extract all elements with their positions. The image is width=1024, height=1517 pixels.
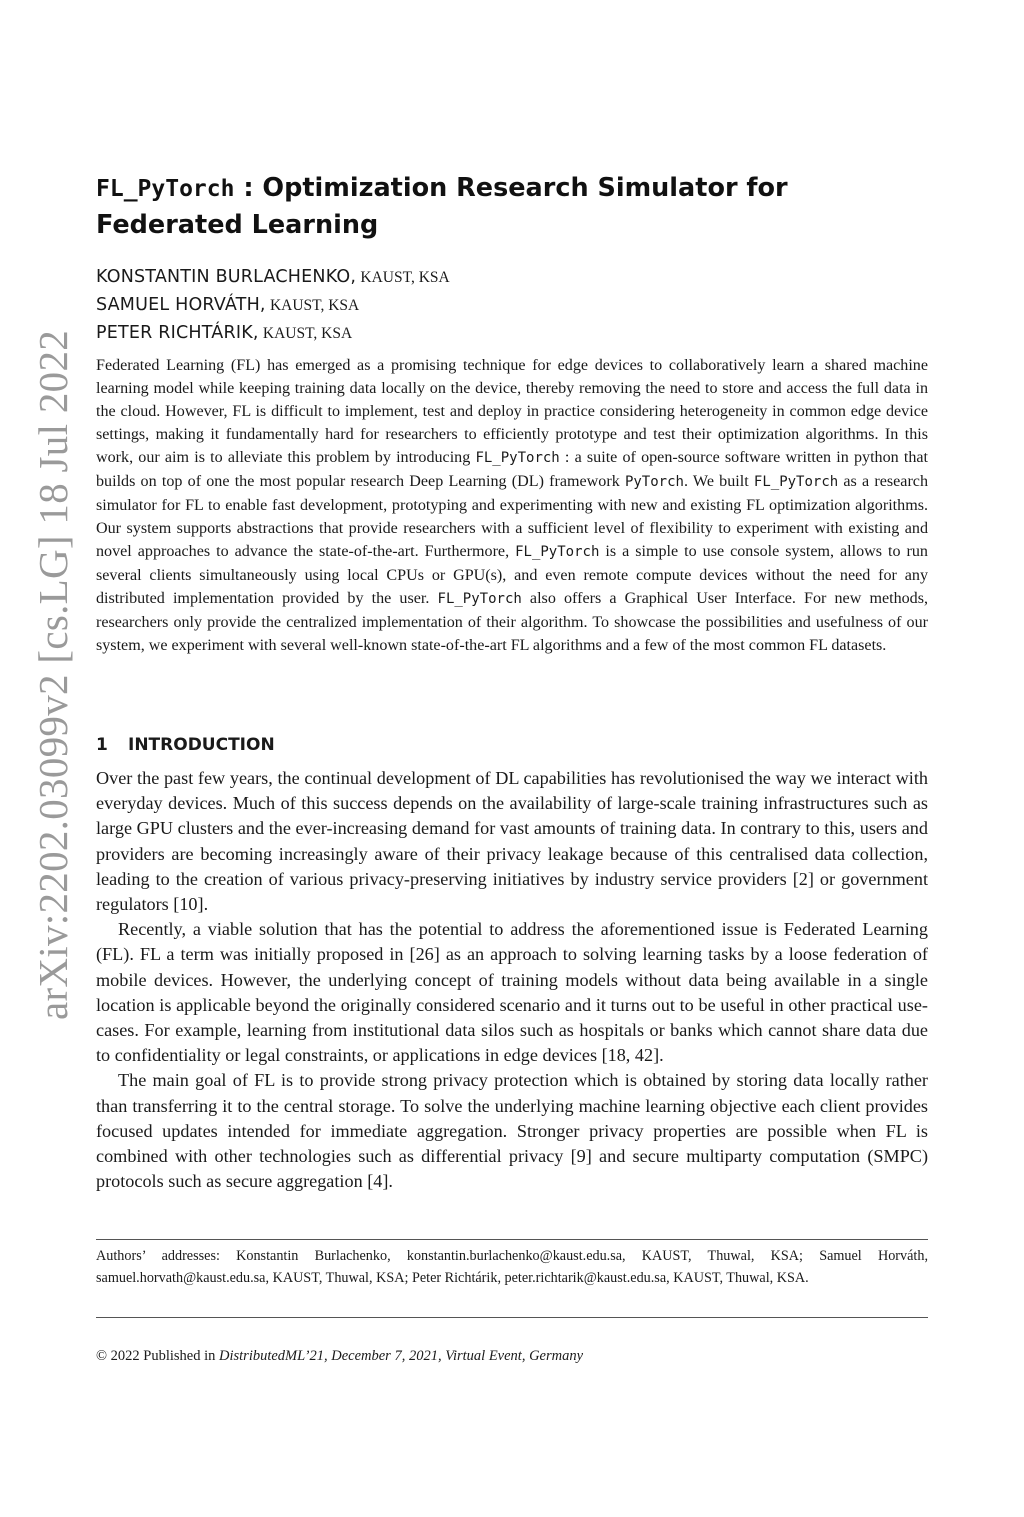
body-paragraph: Recently, a viable solution that has the potential to address the aforementioned issue is Federated Learning (FL). FL a term was initially proposed in [26] as an approach to solving learning tasks by a loose federation of mobile devices. However, the underlying concept of training models without data being available in a single location is applicable beyond the originally considered scenario and it turns out to be useful in other practical use-cases. For example, learning from institutional data silos such as hospitals or banks which cannot share data due to confidentiality or legal constraints, or applications in edge devices [18, 42]. bbox=[96, 919, 928, 1066]
author-affiliation: KAUST, KSA bbox=[262, 325, 353, 342]
authors-addresses-footnote: Authors’ addresses: Konstantin Burlachenko, konstantin.burlachenko@kaust.edu.sa, KAUST, Thuwal, KSA; Samuel Horváth, samuel.horvath@kaust.edu.sa, KAUST, Thuwal, KSA; Peter Richtárik, peter.richtarik@kaust.edu.sa, KAUST, Thuwal, KSA. bbox=[96, 1248, 928, 1286]
copyright-divider bbox=[96, 1317, 928, 1318]
title-code-name: FL_PyTorch bbox=[96, 176, 235, 202]
venue: DistributedML’21, December 7, 2021, Virtual Event, Germany bbox=[219, 1348, 584, 1364]
inline-code: FL_PyTorch bbox=[753, 474, 839, 490]
author-name: SAMUEL HORVÁTH, bbox=[96, 295, 266, 315]
section-heading bbox=[96, 735, 928, 755]
abstract-text: . We built bbox=[683, 473, 754, 490]
footnote-divider bbox=[96, 1239, 928, 1240]
copyright-prefix: © 2022 Published in bbox=[96, 1348, 219, 1364]
copyright-notice bbox=[96, 1345, 928, 1367]
inline-code: PyTorch bbox=[624, 474, 684, 490]
abstract-text: : a suite of open-source software written in python that builds on top of one the most popular research Deep Learning (DL) framework bbox=[96, 449, 928, 490]
author-list bbox=[96, 263, 928, 347]
abstract-text: is a simple to use console system, allows to run several clients simultaneously using local CPUs or GPU(s), and even remote compute devices without the need for any distributed implementation provided by the user. bbox=[96, 543, 928, 607]
author-affiliation: KAUST, KSA bbox=[360, 269, 450, 286]
author-name: KONSTANTIN BURLACHENKO, bbox=[96, 267, 357, 287]
section-title: INTRODUCTION bbox=[128, 735, 275, 755]
abstract-text: Federated Learning (FL) has emerged as a promising technique for edge devices to collaboratively learn a shared machine learning model while keeping training data locally on the device, thereby removing the need to store and access the full data in the cloud. However, FL is difficult to implement, test and deploy in practice considering heterogeneity in common edge device settings, making it fundamentally hard for researchers to efficiently prototype and test their optimization algorithms. In this work, our aim is to alleviate this problem by introducing bbox=[96, 357, 928, 466]
inline-code: FL_PyTorch bbox=[475, 450, 560, 466]
arxiv-stamp: arXiv:2202.03099v2 [cs.LG] 18 Jul 2022 bbox=[30, 329, 76, 1021]
author-line bbox=[96, 291, 928, 319]
title-rest: : Optimization Research Simulator for Federated Learning bbox=[96, 173, 788, 240]
inline-code: FL_PyTorch bbox=[515, 544, 600, 560]
paper-title bbox=[96, 170, 928, 243]
author-affiliation: KAUST, KSA bbox=[269, 297, 360, 314]
author-line bbox=[96, 263, 928, 291]
body-paragraph: Over the past few years, the continual development of DL capabilities has revolutionised the way we interact with everyday devices. Much of this success depends on the availability of large-scale training infrastructures such as large GPU clusters and the ever-increasing demand for vast amounts of training data. In contrary to this, users and providers are becoming increasingly aware of their privacy leakage because of this centralised data collection, leading to the creation of various privacy-preserving initiatives by industry service providers [2] or government regulators [10]. bbox=[96, 768, 928, 915]
abstract-text: also offers a Graphical User Interface. For new methods, researchers only provide the centralized implementation of their algorithm. To showcase the possibilities and usefulness of our system, we experiment with several well-known state-of-the-art FL algorithms and a few of the most common FL datasets. bbox=[96, 590, 928, 654]
body-paragraph: The main goal of FL is to provide strong privacy protection which is obtained by storing data locally rather than transferring it to the central storage. To solve the underlying machine learning objective each client provides focused updates intended for immediate aggregation. Stronger privacy properties are possible when FL is combined with other technologies such as differential privacy [9] and secure multiparty computation (SMPC) protocols such as secure aggregation [4]. bbox=[96, 1070, 928, 1192]
inline-code: FL_PyTorch bbox=[437, 591, 522, 607]
section-number: 1 bbox=[96, 735, 108, 755]
author-line bbox=[96, 319, 928, 347]
abstract bbox=[96, 354, 928, 657]
section-body bbox=[96, 766, 928, 1194]
author-name: PETER RICHTÁRIK, bbox=[96, 323, 259, 343]
abstract-text: as a research simulator for FL to enable fast development, prototyping and experimenting with new and existing FL optimization algorithms. Our system supports abstractions that provide researchers with a sufficient level of flexibility to experiment with existing and novel approaches to advance the state-of-the-art. Furthermore, bbox=[96, 473, 928, 560]
